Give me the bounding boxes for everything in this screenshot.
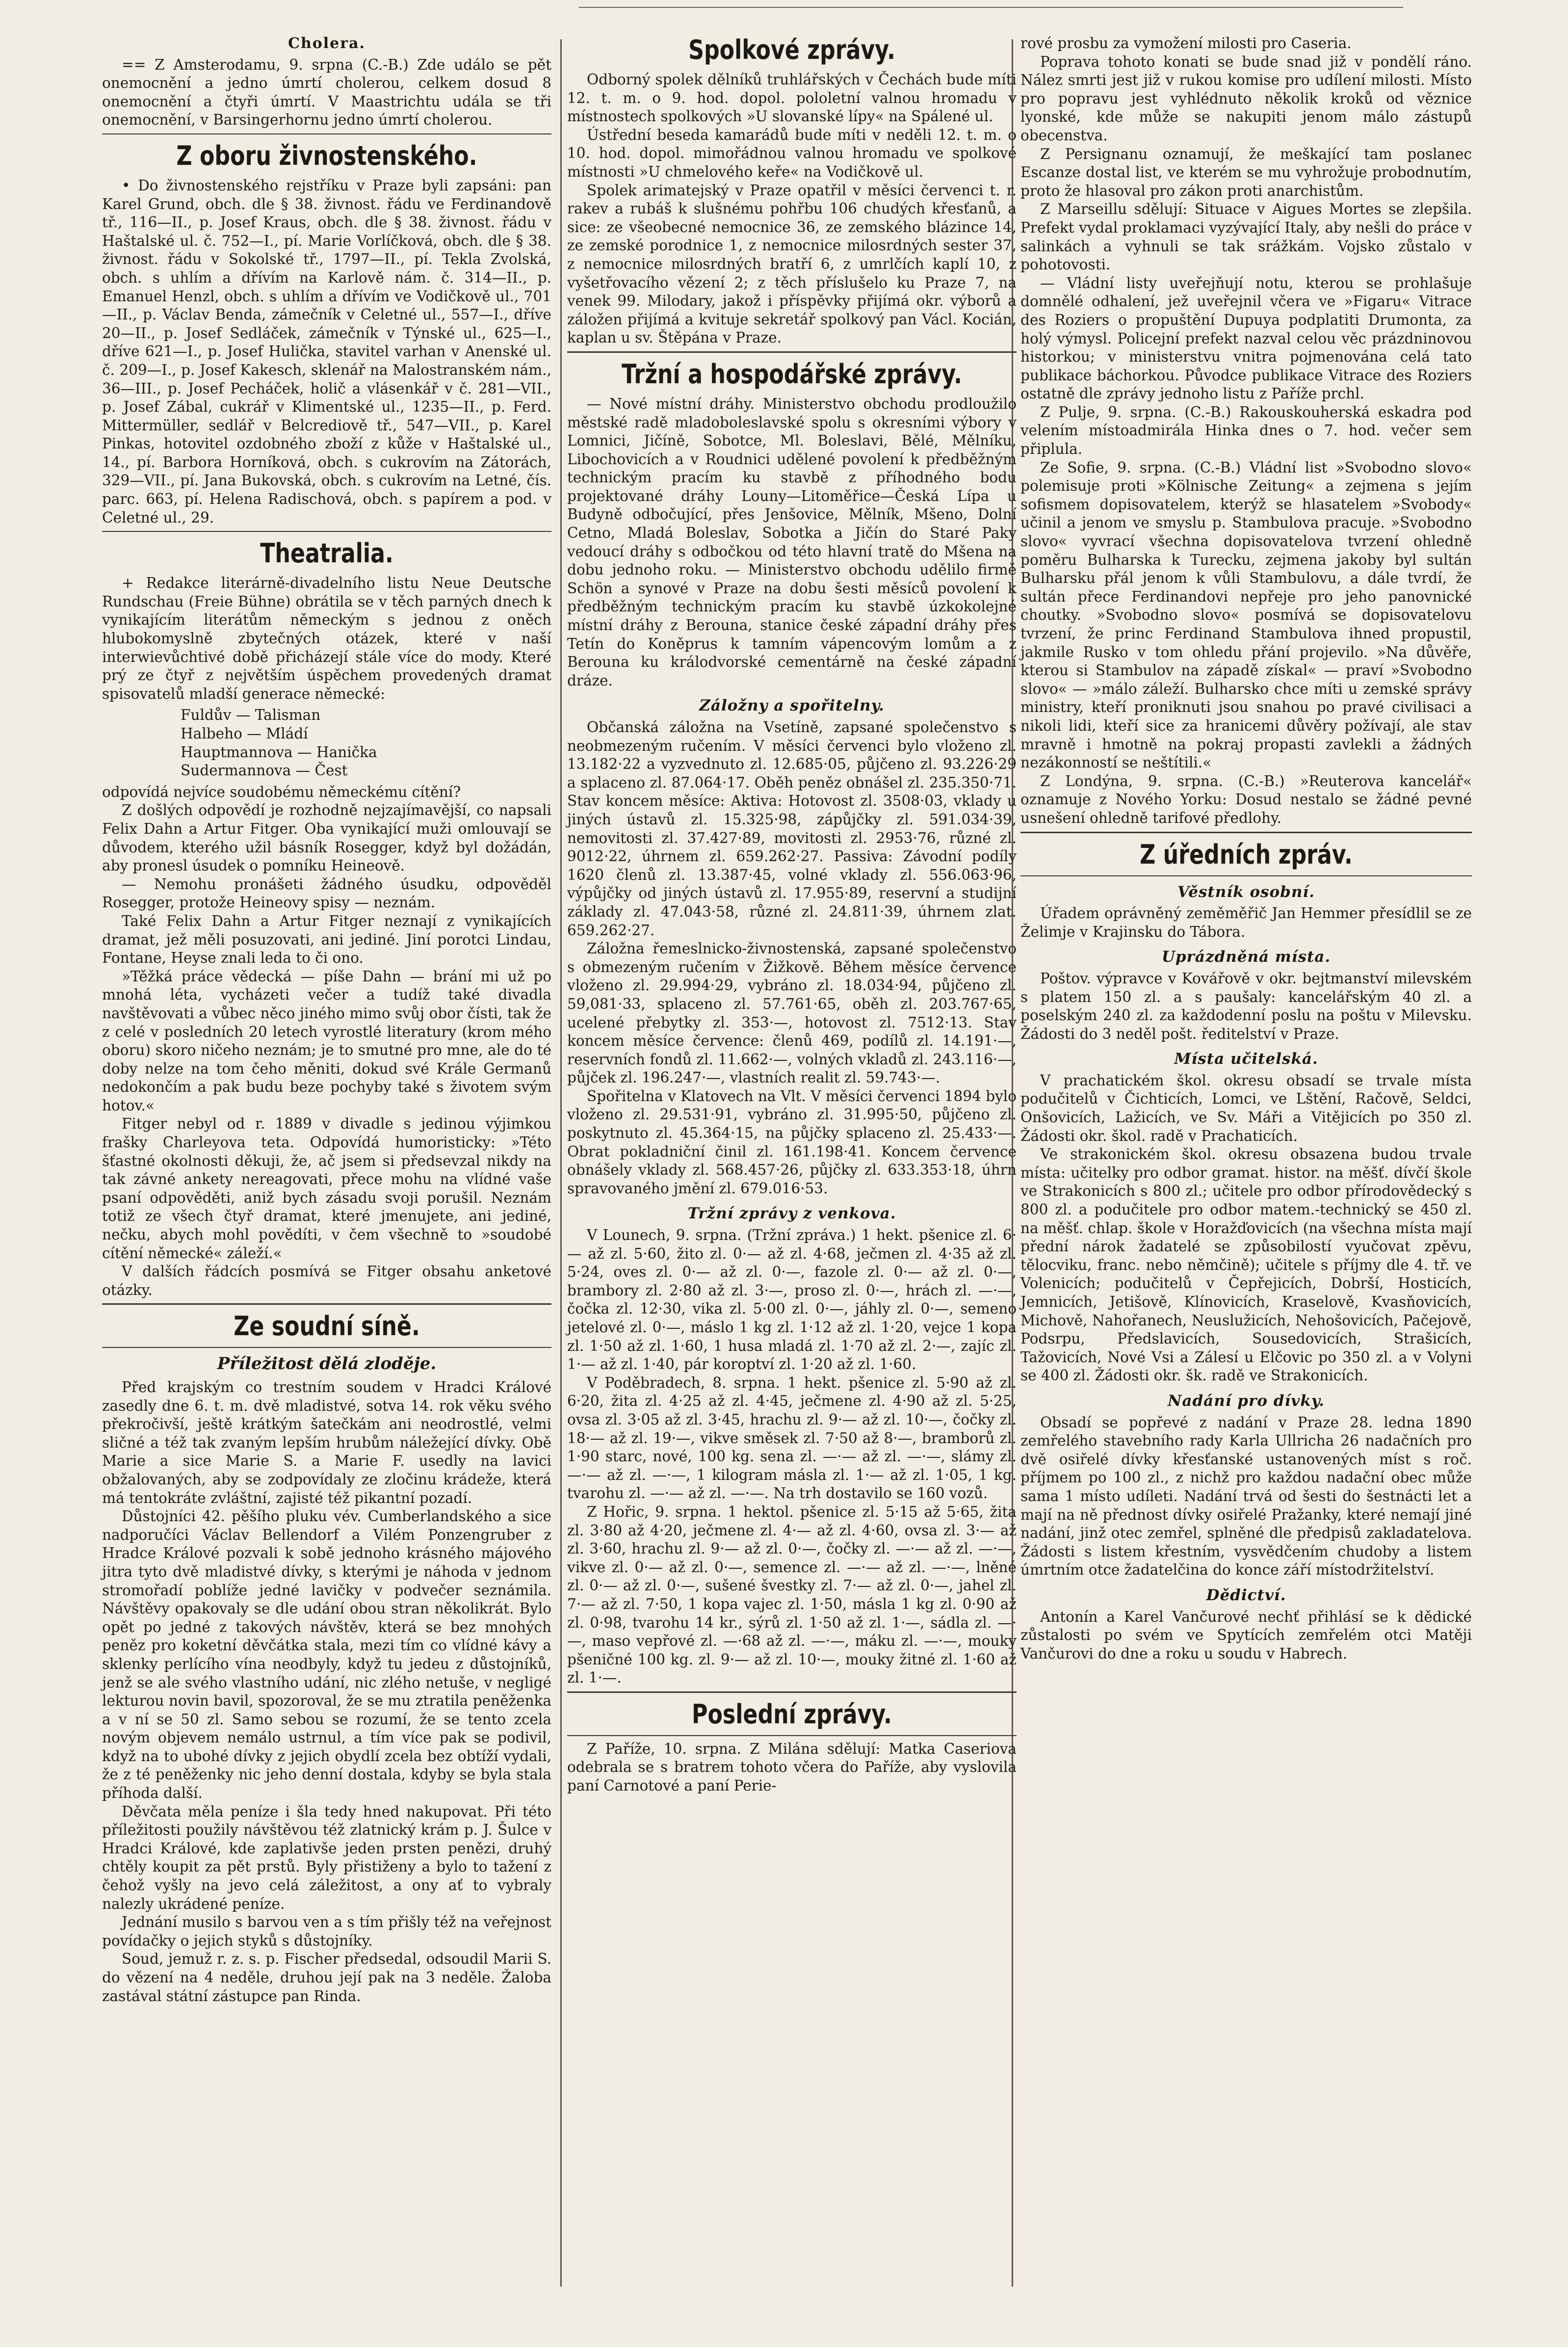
column-right — [1020, 34, 1472, 1663]
article-paragraph: Úřadem oprávněný zeměměřič Jan Hemmer přesídlil se ze Želimje v Krajinsku do Tábora. — [1020, 905, 1472, 940]
article-paragraph: Záložna řemeslnicko-živnostenská, zapsané společenstvo s obmezeným ručením v Žižkově. Během měsíce července vloženo zl. 29.994·29, vybráno zl. 18.034·94, půjčeno zl. 59,081·33, splaceno zl. 57.761·65, oběh zl. 203.767·65, ucelené přebytky zl. 353·—, hotovost zl. 7512·13. Stav koncem měsíce července: členů 469, podílů zl. 14.191·—, reservních fondů zl. 11.662·—, volných vkladů zl. 243.116·—, půjček zl. 196.247·—, vlastních realit zl. 59.743·—. — [567, 940, 1017, 1086]
divider — [567, 1691, 1017, 1693]
article-paragraph: V Lounech, 9. srpna. (Tržní zpráva.) 1 hekt. pšenice zl. 6·— až zl. 5·60, žito zl. 0·— až zl. 4·68, ječmen zl. 4·35 až zl. 5·24, oves zl. 0·— až zl. 0·—, fazole zl. 0·— až zl. 0·—, brambory zl. 2·80 až zl. 3·—, proso zl. 0·—, hrách zl. —·—, čočka zl. 12·30, vika zl. 5·00 zl. 0·—, jáhly zl. 0·—, semeno jetelové zl. 0·—, máslo 1 kg zl. 1·12 až zl. 1·20, vejce 1 kopa zl. 1·50 až zl. 1·60, 1 husa mladá zl. 1·70 až zl. 2·—, zajíc zl. 1·— až zl. 1·40, pár koroptví zl. 1·20 až zl. 1·60. — [567, 1227, 1017, 1373]
article-paragraph: Z Pulje, 9. srpna. (C.-B.) Rakouskouherská eskadra pod velením místoadmirála Hinka dnes o 7. hod. večer sem připlula. — [1020, 403, 1472, 458]
section-heading-zivnost: Z oboru živnostenského. — [176, 140, 477, 171]
article-paragraph: Děvčata měla peníze i šla tedy hned nakupovat. Při této příležitosti použily návštěvou též zlatnický krám p. J. Šulce v Hradci Králové, kde zaplativše jeden prsten penězi, druhý chtěly koupit za pět prstů. Byly přistiženy a bylo to tažení z čehož vyšly na jevo celá záležitost, a ony ať to vybraly nalezly ukrádené peníze. — [102, 1803, 551, 1912]
article-paragraph: V dalších řádcích posmívá se Fitger obsahu anketové otázky. — [102, 1263, 551, 1298]
play-list-item: Halbeho — Mládí — [181, 725, 308, 742]
article-paragraph: V prachatickém škol. okresu obsadí se trvale místa podučitelů v Čichticích, Lomci, ve Lštění, Račově, Seldci, Onšovicích, Lažicích, ve Sv. Máři a Vitějicích po 350 zl. Žádosti okr. škol. radě v Prachaticích. — [1020, 1072, 1472, 1144]
section-heading-trzni: Tržní a hospodářské zprávy. — [622, 358, 962, 390]
subsection-heading-venkov: Tržní zprávy z venkova. — [687, 1205, 896, 1223]
article-paragraph: == Z Amsterodamu, 9. srpna (C.-B.) Zde událo se pět onemocnění a jedno úmrtí cholerou, celkem dosud 8 onemocnění a čtyři úmrtí. V Maastrichtu udála se tři onemocnění, v Barsingerhornu jedno úmrtí cholerou. — [102, 56, 551, 129]
play-list — [181, 706, 551, 780]
article-paragraph: Antonín a Karel Vančurové nechť přihlásí se k dědické zůstalosti po svém ve Spytících zemřelém otci Matěji Vančurovi do dne a roku u soudu v Habrech. — [1020, 1608, 1472, 1662]
article-paragraph: Z Paříže, 10. srpna. Z Milána sdělují: Matka Caseriova odebrala se s bratrem tohoto včera do Paříže, aby vyslovila paní Carnotové a paní Perie- — [567, 1740, 1017, 1794]
play-list-item: Sudermannova — Čest — [181, 762, 348, 779]
article-paragraph: Jednání musilo s barvou ven a s tím přišly též na veřejnost povídačky o jejich styků s důstojníky. — [102, 1914, 551, 1949]
top-rule — [579, 7, 1403, 8]
subsection-heading-nadani: Nadání pro dívky. — [1168, 1392, 1325, 1410]
section-heading-soud: Ze soudní síně. — [234, 1311, 420, 1342]
article-paragraph: Ve strakonickém škol. okresu obsazena budou trvale místa: učitelky pro odbor gramat. histor. na měšť. dívčí škole ve Strakonicích s 800 zl.; učitele pro odbor přírodovědecký s 800 zl. a podučitele pro odbor matem.-technický se 450 zl. na měšť. chlap. škole v Horažďovicích (na všechna místa mají přední nárok žadatelé se způsobilostí vyučovat zpěvu, tělocviku, franc. nebo němčině); učitele s příjmy dle 4. tř. ve Volenicích; podučitelů v Čepřejicích, Dobrší, Hosticích, Jemnicích, Jetišově, Klínovicích, Kraselově, Kvasňovicích, Michově, Nahořanech, Neuslužicích, Nehošovicích, Pačejově, Podsrpu, Předslavicích, Sousedovicích, Strašicích, Tažovicích, Nové Vsi a Zálesí u Elčovic po 350 zl. a v Volyni se 400 zl. Žádosti okr. šk. radě ve Strakonicích. — [1020, 1146, 1472, 1384]
article-paragraph: Ze Sofie, 9. srpna. (C.-B.) Vládní list »Svobodno slovo« polemisuje proti »Kölnische Zeitung« a zejmena s jejím sofismem dopisovatelem, kterýž se hlasatelem »Svobody« učinil a jenom ve smyslu p. Stambulova pracuje. »Svobodno slovo« vyvrací všechna dopisovatelova tvrzení ohledně poměru Bulharska k Turecku, zejmena jakoby byl sultán Bulharsku přál jenom k vůli Stambulovu, a dále tvrdí, že sultán přece Ferdinandovi nepřeje pro jeho panovnické choutky. »Svobodno slovo« posmívá se dopisovatelovu tvrzení, že princ Ferdinand Stambulova ihned propustil, jakmile Rusko v tom ohledu přání projevilo. »Na důvěře, kterou si Stambulov na západě získal« — praví »Svobodno slovo« — »málo záleží. Bulharsko chce míti u zemské správy ministry, kteří proniknuti jsou snahou po pravé civilisaci a nikoli lidi, kteří sice za hranicemi důvěry požívají, ale stav mravně i hmotně na pokraj propasti zavlekli a žádných nezákonností se neštítili.« — [1020, 459, 1472, 771]
article-paragraph: Také Felix Dahn a Artur Fitger neznají z vynikajících dramat, jež měli posuzovati, ani jediné. Jiní porotci Lindau, Fontane, Heyse znali leda to či ono. — [102, 912, 551, 967]
section-heading-uredni: Z úředních zpráv. — [1140, 839, 1353, 870]
column-rule — [560, 39, 562, 2287]
article-paragraph: Obsadí se popřevé z nadání v Praze 28. ledna 1890 zemřelého stavebního rady Karla Ullricha 26 nadačních pro dvě osiřelé dívky křesťanské ustanovených míst s roč. příjmem po 100 zl., z nichž pro každou nadační obec může sama 1 místo udíleti. Nadání trvá od šesti do šestnácti let a mají na ně přednost dívky osiřelé Pražanky, které nemají jiné nadání, jinž otec zemřel, splněné dle předpisů zakladatelova. Žádosti s listem křestním, vysvědčením chudoby a listem úmrtním otce žadatelčina do konce září místodržitelství. — [1020, 1414, 1472, 1579]
article-paragraph: — Nové místní dráhy. Ministerstvo obchodu prodloužilo městské radě mladoboleslavské spolu s okresními výbory v Lomnici, Jičíně, Sobotce, Ml. Boleslavi, Bělé, Mělníku, Libochovicích a v Roudnici udělené povolení k předběžným technickým pracím ku stavbě z příhodného bodu projektované dráhy Louny—Litoměřice—Česká Lípa u Budyně odbočující, přes Jenšovice, Mělník, Mšeno, Dolní Cetno, Mladá Boleslav, Sobotka a Jičín do Staré Paky vedoucí dráhy s odbočkou od této hlavní tratě do Mšena na dobu jednoho roku. — Ministerstvo obchodu udělilo firmě Schön a synové v Praze na dobu šesti měsíců povolení k předběžným technickým pracím ku stavbě úzkokolejné místní dráhy z Berouna, stanice české západní dráhy přes Tetín do Koněprus k tamním vápencovým lomům a z Berouna ku králodvorské cementárně na české západní dráze. — [567, 395, 1017, 689]
subsection-heading-dedictvi: Dědictví. — [1206, 1586, 1286, 1604]
divider — [102, 1303, 551, 1305]
article-paragraph: rové prosbu za vymožení milosti pro Caseria. — [1020, 35, 1352, 52]
divider — [567, 351, 1017, 353]
article-paragraph: Spořitelna v Klatovech na Vlt. V měsíci červenci 1894 bylo vloženo zl. 29.531·91, vybráno zl. 31.995·50, půjčeno zl. poskytnuto zl. 45.364·15, na půjčky splaceno zl. 25.433·—. Obrat pokladniční činil zl. 161.198·41. Koncem července obnášely vklady zl. 568.457·26, půjčky zl. 633.353·18, úhrn spravovaného jmění zl. 679.016·53. — [567, 1087, 1017, 1197]
column-middle — [567, 34, 1017, 1795]
article-paragraph: Občanská záložna na Vsetíně, zapsané společenstvo s neobmezeným ručením. V měsíci červenci bylo vloženo zl. 13.182·22 a vyzvednuto zl. 12.685·05, půjčeno zl. 93.226·29 a splaceno zl. 87.064·17. Oběh peněz obnášel zl. 235.350·71. Stav koncem měsíce: Aktiva: Hotovost zl. 3508·03, vklady u jiných ústavů zl. 15.325·98, zápůjčky zl. 591.034·39, nemovitosti zl. 37.427·89, movitosti zl. 2953·76, různé zl. 9012·22, úhrnem zl. 659.262·27. Passiva: Závodní podíly 1620 členů zl. 13.387·45, volné vklady zl. 556.063·96, výpůjčky od jiných ústavů zl. 17.955·89, reservní a studijní základy zl. 47.043·58, různé zl. 24.811·39, úhrnem zlat. 659.262·27. — [567, 719, 1017, 939]
divider — [1020, 832, 1472, 833]
article-paragraph: Spolek arimatejský v Praze opatřil v měsíci červenci t. r. rakev a rubáš k slušnému pohřbu 106 chudých křesťanů, a sice: ze všeobecné nemocnice 36, ze zemského blázince 14, ze zemské porodnice 1, z nemocnice milosrdných sester 37, z nemocnice milosrdných bratří 6, z umrlčích kaplí 10, z vyšetřovacího vězení 2; z těch příslušelo ku Praze 7, na venek 99. Milodary, jakož i příspěvky přijímá okr. výborů a záložen přijímá a kvituje sekretář spolkový pan Václ. Kocián, kaplan u sv. Štěpána v Praze. — [567, 182, 1017, 346]
subsection-heading-mista: Místa učitelská. — [1174, 1050, 1318, 1068]
article-paragraph: odpovídá nejvíce soudobému německému cítění? — [102, 783, 461, 800]
play-list-item: Fuldův — Talisman — [181, 707, 321, 724]
section-heading-spolkove: Spolkové zprávy. — [688, 34, 895, 65]
article-paragraph: — Nemohu pronášeti žádného úsudku, odpověděl Rosegger, protože Heineovy spisy — neznám. — [102, 875, 551, 911]
article-paragraph: Poštov. výpravce v Kovářově v okr. bejtmanství milevském s platem 150 zl. a s paušaly: kancelářským 40 zl. a poselským 240 zl. za každodenní poslu na poštu v Milevsku. Žádosti do 3 neděl pošt. ředitelství v Praze. — [1020, 970, 1472, 1042]
section-heading-posledni: Poslední zprávy. — [692, 1698, 892, 1730]
divider — [102, 531, 551, 532]
divider — [1020, 875, 1472, 876]
column-left — [102, 34, 551, 2005]
article-paragraph: V Poděbradech, 8. srpna. 1 hekt. pšenice zl. 5·90 až zl. 6·20, žita zl. 4·25 až zl. 4·45, ječmene zl. 4·90 až zl. 5·25, ovsa zl. 3·05 až zl. 3·45, hrachu zl. 9·— až zl. 10·—, čočky zl. 18·— až zl. 19·—, vikve směsek zl. 7·50 až 8·—, bramborů zl. 1·90 starc, nové, 100 kg. sena zl. —·— až zl. —·—, slámy zl. —·— až zl. —·—, 1 kilogram másla zl. 1·— až zl. 1·05, 1 kg. tvarohu zl. —·— až zl. —·—. Na trh dostavilo se 160 vozů. — [567, 1374, 1017, 1502]
divider — [102, 1347, 551, 1348]
article-paragraph: Před krajským co trestním soudem v Hradci Králové zasedly dne 6. t. m. dvě mladistvé, sotva 14. rok věku svého překročivší, ještě krátkým šatečkám ani neodrostlé, velmi sličné a též tak zvaným lepším hrubům náležející dívky. Obě Marie a sice Marie S. a Marie F. usedly na lavici obžalovaných, aby se zodpovídaly ze zločinu krádeže, která má tentokráte zvláštní, zajisté též pikantní pozadí. — [102, 1379, 551, 1506]
section-heading-theatralia: Theatralia. — [260, 538, 393, 569]
article-paragraph: + Redakce literárně-divadelního listu Neue Deutsche Rundschau (Freie Bühne) obrátila se v těch parných dnech k vynikajícím literátům německým s jednou z oněch hlubokomyslně zbytečných otázek, které v naší interwievůchtivé době přicházejí stále více do mody. Které prý ze čtyř z největším úspěchem provedených dramat spisovatelů mladší generace německé: — [102, 575, 551, 702]
article-paragraph: »Těžká práce vědecká — píše Dahn — brání mi už po mnohá léta, vycházeti večer a tudíž také divadla navštěvovati a vůbec něco jiného mimo svůj obor čísti, tak že z celé v posledních 20 letech vyrostlé literatury (krom mého oboru) skoro ničeho neznám; je to smutné pro mne, ale do té doby nelze na tom čeho měniti, dokud své Krále Germanů nedokončím a pak budu beze pochyby také s životem svým hotov.« — [102, 968, 551, 1114]
article-paragraph: Fitger nebyl od r. 1889 v divadle s jedinou výjimkou frašky Charleyova teta. Odpovídá humoristicky: »Této šťastné okolnosti děkuji, že, ač jsem si předsevzal nikdy na tak závné ankety nereagovati, přece mohu na vlídné vaše psaní odpověděti, aniž bych zásadu svoji porušil. Neznám totiž ze všech čtyř dramat, které jmenujete, ani jediné, nečku, abych mohl povědíti, v čem všechně to »soudobé cítění německé« záleží.« — [102, 1115, 551, 1262]
article-paragraph: Poprava tohoto konati se bude snad již v pondělí ráno. Nález smrti jest již v rukou komise pro udílení milosti. Místo pro popravu jest vyhlédnuto několik kroků od věznice lyonské, kde může se nakupiti jenom málo zástupů obecenstva. — [1020, 53, 1472, 144]
subsection-heading-uprazdnena: Uprázdněná místa. — [1161, 948, 1331, 966]
play-list-item: Hauptmannova — Hanička — [181, 743, 377, 761]
article-paragraph: Odborný spolek dělníků truhlářských v Čechách bude míti 12. t. m. o 9. hod. dopol. pololetní valnou hromadu v místnostech spolkových »U slovanské lípy« na Spálené ul. — [567, 71, 1017, 125]
subsection-heading-zalozny: Záložny a spořitelny. — [699, 697, 885, 715]
article-paragraph: Z Hořic, 9. srpna. 1 hektol. pšenice zl. 5·15 až 5·65, žita zl. 3·80 až 4·20, ječmene zl. 4·— až zl. 4·60, ovsa zl. 3·— až zl. 3·60, hrachu zl. 9·— až zl. 0·—, čočky zl. —·— až zl. —·—, vikve zl. 0·— až zl. 0·—, semence zl. —·— až zl. —·—, lněné zl. 0·— až zl. 0·—, sušené švestky zl. 7·— až zl. 0·—, jahel zl. 7·— až zl. 7·50, 1 kopa vajec zl. 1·50, másla 1 kg zl. 0·90 až zl. 0·98, tvarohu 14 kr., sýrů zl. 1·50 až zl. 1·—, sádla zl. —·—, maso vepřové zl. —·68 až zl. —·—, máku zl. —·—, mouky pšeničné 100 kg. zl. 9·— až zl. 10·—, mouky žitné zl. 1·60 až zl. 1·—. — [567, 1503, 1017, 1687]
article-paragraph: Z Londýna, 9. srpna. (C.-B.) »Reuterova kancelář« oznamuje z Nového Yorku: Dosud nestalo se žádné pevné usnešení ohledně tarifové předlohy. — [1020, 772, 1472, 826]
subsection-heading-vestnik: Věstník osobní. — [1177, 883, 1315, 901]
article-paragraph: Důstojníci 42. pěšího pluku vév. Cumberlandského a sice nadporučíci Václav Bellendorf a Vilém Ponzengruber z Hradce Králové pozvali k sobě jednoho krásného májového jitra tyto dvě mladistvé dívky, s kterými je náhoda v jednom stromořadí poblíže jedné lavičky v podvečer seznámila. Návštěvy opakovaly se dle udání obou stran několikrát. Bylo opět po jedné z takových návštěv, která se bez mnohých peněz pro koketní děvčátka stala, mezi tím co vlídné kávy a sklenky perlícího vína neodbyly, když tu jedeu z důstojníků, jenž se ale svého vlastního udání, nic zlého netuše, v negligé lekturou novin bavil, spozoroval, že se mu ztratila peněženka a v ní se 50 zl. Samo sebou se rozumí, že se tento zcela novým objevem nemálo ustrnul, a tím více pak se podivil, když na to ubohé dívky z jejich obydlí zcela bez obtíží vydali, že z té peněženky nic jeho denní dostala, kdyby se byla stala příhoda další. — [102, 1508, 551, 1802]
article-paragraph: Z Persignanu oznamují, že meškající tam poslanec Escanze dostal list, ve kterém se mu vyhrožuje probodnutím, proto že hlasoval pro zákon proti anarchistům. — [1020, 145, 1472, 199]
article-paragraph: — Vládní listy uveřejňují notu, kterou se prohlašuje domnělé odhalení, jež uveřejnil včera ve »Figaru« Vitrace des Roziers o propuštění Dupuya podplatiti Drumonta, za holý výmysl. Policejní prefekt nazval celou věc prázdninovou historkou; v ministerstvu vnitra pojmenována celá tato publikace báchorkou. Původce publikace Vitrace des Roziers ostatně dle zprávy jednoho listu z Paříže prchl. — [1020, 274, 1472, 402]
divider — [567, 1735, 1017, 1736]
article-paragraph: • Do živnostenského rejstříku v Praze byli zapsáni: pan Karel Grund, obch. dle § 38. živnost. řádu ve Ferdinandově tř., 116—II., p. Josef Kraus, obch. dle § 38. živnost. řádu v Haštalské ul. č. 752—I., pí. Marie Vorlíčková, obch. dle § 38. živnost. řádu v Sokolské tř., 1797—II., pí. Tekla Zvolská, obch. s uhlím a dřívím na Karlově nám. č. 314—II., p. Emanuel Henzl, obch. s uhlím a dřívím ve Vodičkově ul., 701—II., p. Václav Benda, zámečník v Celetné ul., 557—I., dříve 20—II., p. Josef Sedláček, zámečník v Týnské ul., 625—I., dříve 621—I., p. Josef Hulička, stavitel varhan v Anenské ul. č. 209—I., p. Josef Kakesch, sklenář na Malostranském nám., 36—III., p. Josef Pecháček, holič a vlásenkář v č. 281—VII., p. Josef Zábal, cukrář v Klimentské ul., 1235—II., p. Ferd. Mittermüller, sedlář v Belcrediově tř., 547—VII., p. Karel Pinkas, hotovitel ozdobného zboží z kůže v Haštalské ul., 14., pí. Barbora Horníková, obch. s cukrovím na Zátorách, 329—VII., pí. Jana Bukovská, obch. s cukrovím na Letné, čís. parc. 663, pí. Helena Radischová, obch. s papírem a pod. v Celetné ul., 29. — [102, 177, 551, 526]
article-paragraph: Soud, jemuž r. z. s. p. Fischer předsedal, odsoudil Marii S. do vězení na 4 neděle, druhou její pak na 3 neděle. Žaloba zastával státní zástupce pan Rinda. — [102, 1951, 551, 2004]
article-paragraph: Ústřední beseda kamarádů bude míti v neděli 12. t. m. o 10. hod. dopol. mimořádnou valnou hromadu ve spolkové místnosti »U chmelového keře« na Vodičkově ul. — [567, 126, 1017, 180]
divider — [102, 133, 551, 134]
article-paragraph: Z Marseillu sdělují: Situace v Aigues Mortes se zlepšila. Prefekt vydal proklamaci vyzývající Italy, aby nešli do práce v salinkách a vyhnuli se tak srážkám. Vojsko zůstalo v pohotovosti. — [1020, 201, 1472, 273]
section-heading-cholera: Cholera. — [288, 35, 366, 52]
article-title: Příležitost dělá zloděje. — [217, 1354, 437, 1374]
article-paragraph: Z došlých odpovědí je rozhodně nejzajímavější, co napsali Felix Dahn a Artur Fitger. Oba vynikající muži omlouvají se důvodem, kterého užil básník Rosegger, když byl dožádán, aby pronesl úsudek o pomníku Heineově. — [102, 802, 551, 874]
